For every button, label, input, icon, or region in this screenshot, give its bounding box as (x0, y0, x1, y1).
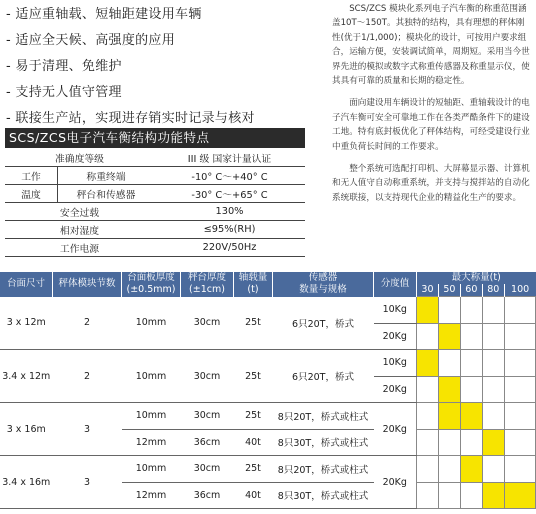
sensor-cell: 8只30T，桥式或柱式 (273, 482, 374, 509)
feature-item: - 适应重轴载、短轴距建设用车辆 (6, 7, 202, 22)
spec-label: 秤台和传感器 (58, 185, 155, 203)
model-table (0, 272, 536, 509)
deck-cell: 10mm (122, 297, 181, 350)
capacity-mark (482, 429, 504, 456)
division-cell: 10Kg (374, 297, 417, 324)
intro-paragraph: 整个系统可选配打印机、大屏幕显示器、计算机和无人值守自动称重系统，并支持与搅拌站的自动化系统联接，以支持现代企业的精益化生产的要求。 (332, 164, 530, 203)
capacity-empty (482, 456, 504, 483)
header-axle: 轴载量 (t) (234, 272, 273, 297)
feature-list (6, 2, 306, 132)
capacity-mark (417, 350, 439, 377)
modules-cell: 2 (53, 350, 122, 403)
header-modules: 秤体模块节数 (53, 272, 122, 297)
capacity-empty (460, 429, 482, 456)
size-cell: 3 x 16m (0, 403, 53, 456)
table-row (0, 403, 536, 430)
spec-label: 工作电源 (5, 239, 154, 257)
division-cell: 10Kg (374, 350, 417, 377)
capacity-empty (504, 456, 535, 483)
spec-row (5, 239, 305, 257)
division-cell: 20Kg (374, 376, 417, 403)
axle-cell: 25t (234, 350, 273, 403)
deck-cell: 10mm (122, 403, 181, 430)
intro-text (332, 2, 532, 213)
modules-cell: 3 (53, 456, 122, 509)
capacity-empty (438, 482, 460, 509)
spec-label: 准确度等级 (5, 149, 154, 167)
intro-paragraph: 面向建设用车辆设计的短轴距、重轴载设计的电子汽车衡可安全可靠地工作在各类严酷条件下的建设工地。特有底封板优化了秤体结构，可经受建设行业中重负荷长时间的工作要求。 (332, 98, 530, 152)
sensor-cell: 8只20T，桥式或柱式 (273, 456, 374, 483)
capacity-mark (460, 403, 482, 430)
capacity-empty (417, 403, 439, 430)
capacity-empty (504, 323, 535, 350)
height-cell: 30cm (181, 350, 234, 403)
table-row (0, 350, 536, 377)
spec-label: 称重终端 (58, 167, 155, 185)
spec-table (5, 149, 305, 257)
capacity-empty (460, 323, 482, 350)
capacity-empty (438, 350, 460, 377)
capacity-empty (438, 297, 460, 324)
capacity-mark (460, 456, 482, 483)
capacity-empty (417, 456, 439, 483)
spec-value: -10° C～+40° C (154, 167, 305, 185)
capacity-empty (417, 482, 439, 509)
capacity-mark (438, 376, 460, 403)
capacity-mark (417, 297, 439, 324)
capacity-empty (460, 376, 482, 403)
capacity-empty (482, 350, 504, 377)
capacity-empty (460, 297, 482, 324)
capacity-header: 80 (482, 284, 504, 297)
capacity-empty (504, 297, 535, 324)
axle-cell: 25t (234, 456, 273, 483)
spec-label: 安全过载 (5, 203, 154, 221)
feature-item: - 支持无人值守管理 (6, 85, 122, 100)
header-division: 分度值 (374, 272, 417, 297)
spec-row (5, 167, 305, 185)
deck-cell: 10mm (122, 350, 181, 403)
height-cell: 30cm (181, 456, 234, 483)
modules-cell: 3 (53, 403, 122, 456)
capacity-mark (438, 403, 460, 430)
capacity-empty (482, 376, 504, 403)
modules-cell: 2 (53, 297, 122, 350)
capacity-empty (438, 429, 460, 456)
feature-item: - 易于清理、免维护 (6, 59, 122, 74)
height-cell: 30cm (181, 297, 234, 350)
capacity-empty (482, 297, 504, 324)
feature-item: - 适应全天候、高强度的应用 (6, 33, 176, 48)
capacity-empty (417, 429, 439, 456)
capacity-empty (417, 323, 439, 350)
sensor-cell: 8只30T，桥式或柱式 (273, 429, 374, 456)
capacity-empty (460, 350, 482, 377)
sensor-cell: 6只20T，桥式 (273, 350, 374, 403)
capacity-empty (482, 403, 504, 430)
axle-cell: 25t (234, 403, 273, 430)
deck-cell: 12mm (122, 482, 181, 509)
spec-label: 相对湿度 (5, 221, 154, 239)
table-header-row (0, 272, 536, 284)
spec-value: 220V/50Hz (154, 239, 305, 257)
axle-cell: 40t (234, 482, 273, 509)
capacity-empty (504, 403, 535, 430)
spec-row (5, 185, 305, 203)
spec-label: 温度 (5, 185, 58, 203)
header-sensor: 传感器 数量与规格 (273, 272, 374, 297)
capacity-mark (504, 482, 535, 509)
axle-cell: 40t (234, 429, 273, 456)
deck-cell: 10mm (122, 456, 181, 483)
height-cell: 36cm (181, 482, 234, 509)
axle-cell: 25t (234, 297, 273, 350)
division-cell: 20Kg (374, 456, 417, 509)
capacity-empty (438, 456, 460, 483)
spec-label: 工作 (5, 167, 58, 185)
spec-value: III 级 国家计量认证 (154, 149, 305, 167)
header-size: 台面尺寸 (0, 272, 53, 297)
size-cell: 3.4 x 12m (0, 350, 53, 403)
spec-value: 130% (154, 203, 305, 221)
deck-cell: 12mm (122, 429, 181, 456)
feature-item: - 联接生产站，实现进存销实时记录与核对 (6, 111, 255, 126)
capacity-empty (460, 482, 482, 509)
capacity-empty (504, 350, 535, 377)
spec-title: SCS/ZCS电子汽车衡结构功能特点 (5, 128, 305, 148)
division-cell: 20Kg (374, 403, 417, 456)
spec-value: ≤95%(RH) (154, 221, 305, 239)
capacity-header: 30 (417, 284, 439, 297)
sensor-cell: 8只20T，桥式或柱式 (273, 403, 374, 430)
capacity-empty (504, 429, 535, 456)
capacity-mark (482, 482, 504, 509)
intro-paragraph: SCS/ZCS 模块化系列电子汽车衡的称重范围涵盖10T～150T。其独特的结构，具有理想的秤体刚性(优于1/1,000)；模块化的设计，可按用户要求组合，运输方便，安装调试简单，周期短。采用当今世界先进的模拟或数字式称重传感器及称重显示仪，使其具有可靠的质量和长期的稳定性。 (332, 4, 530, 87)
height-cell: 30cm (181, 403, 234, 430)
capacity-mark (438, 323, 460, 350)
capacity-header: 60 (460, 284, 482, 297)
table-row (0, 456, 536, 483)
header-height: 秤台厚度 (±1cm) (181, 272, 234, 297)
size-cell: 3 x 12m (0, 297, 53, 350)
spec-row (5, 149, 305, 167)
capacity-empty (504, 376, 535, 403)
size-cell: 3.4 x 16m (0, 456, 53, 509)
header-max: 最大称量(t) (417, 272, 536, 284)
height-cell: 36cm (181, 429, 234, 456)
spec-row (5, 203, 305, 221)
capacity-header: 50 (438, 284, 460, 297)
spec-row (5, 221, 305, 239)
capacity-empty (482, 323, 504, 350)
capacity-empty (417, 376, 439, 403)
spec-value: -30° C～+65° C (154, 185, 305, 203)
capacity-header: 100 (504, 284, 535, 297)
division-cell: 20Kg (374, 323, 417, 350)
table-row (0, 297, 536, 324)
sensor-cell: 6只20T，桥式 (273, 297, 374, 350)
header-deck: 台面板厚度 (±0.5mm) (122, 272, 181, 297)
